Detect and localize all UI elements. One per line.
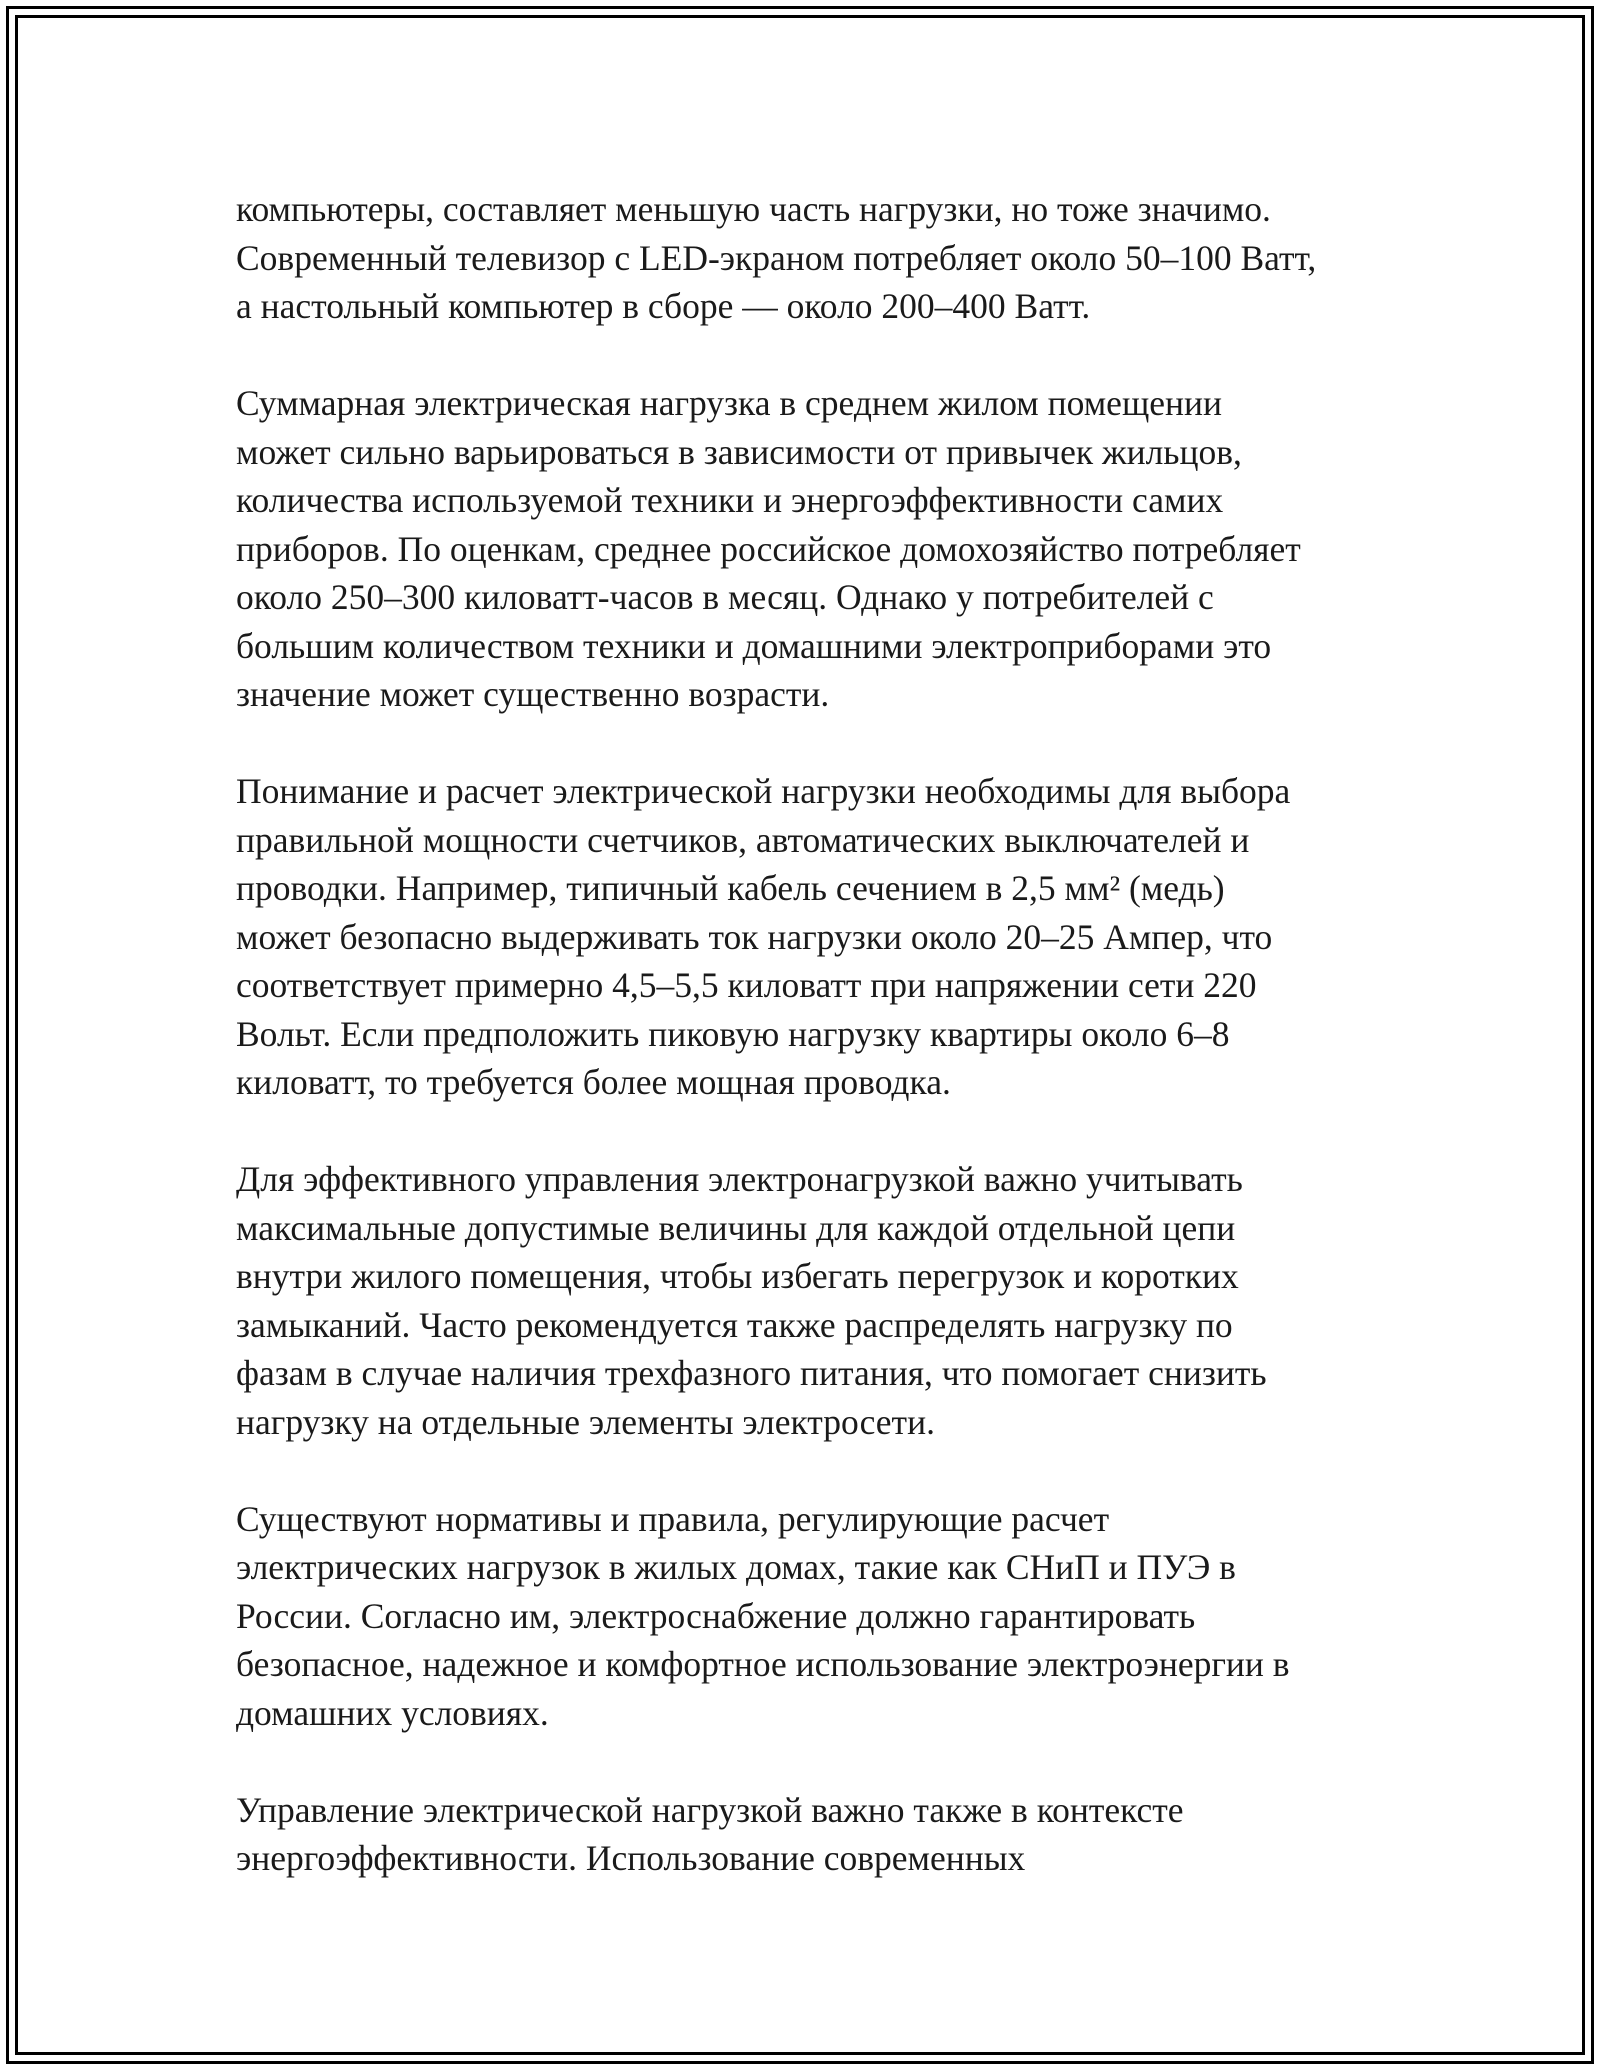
paragraph-line: Существуют нормативы и правила, регулирующие расчет	[236, 1498, 1110, 1539]
paragraph-line: около 250–300 киловатт-часов в месяц. Однако у потребителей с	[236, 577, 1214, 617]
paragraph-line: Для эффективного управления электронагрузкой важно учитывать	[236, 1159, 1243, 1199]
paragraph-line: нагрузку на отдельные элементы электросети.	[236, 1401, 935, 1442]
paragraph-line: компьютеры, составляет меньшую часть нагрузки, но тоже значимо.	[236, 189, 1271, 229]
paragraph-line: а настольный компьютер в сборе — около 200–400 Ватт.	[236, 286, 1091, 326]
paragraph-4	[236, 1155, 1436, 1446]
paragraph-line: соответствует примерно 4,5–5,5 киловатт при напряжении сети 220	[236, 965, 1257, 1005]
paragraph-line: правильной мощности счетчиков, автоматических выключателей и	[236, 819, 1250, 860]
paragraph-2	[236, 379, 1436, 719]
document-page	[236, 185, 1436, 1931]
paragraph-3	[236, 767, 1436, 1107]
paragraph-line: энергоэффективности. Использование современных	[236, 1838, 1026, 1878]
paragraph-line: безопасное, надежное и комфортное использование электроэнергии в	[236, 1644, 1290, 1684]
paragraph-line: количества используемой техники и энергоэффективности самих	[236, 480, 1224, 520]
paragraph-6	[236, 1786, 1436, 1883]
paragraph-line: большим количеством техники и домашними электроприборами это	[236, 625, 1272, 666]
paragraph-line: может сильно варьироваться в зависимости от привычек жильцов,	[236, 431, 1242, 472]
paragraph-line: киловатт, то требуется более мощная проводка.	[236, 1062, 951, 1102]
paragraph-line: внутри жилого помещения, чтобы избегать перегрузок и коротких	[236, 1256, 1239, 1296]
paragraph-line: значение может существенно возрасти.	[236, 674, 830, 714]
paragraph-line: может безопасно выдерживать ток нагрузки около 20–25 Ампер, что	[236, 916, 1273, 957]
paragraph-line: замыканий. Часто рекомендуется также распределять нагрузку по	[236, 1304, 1233, 1345]
paragraph-line: проводки. Например, типичный кабель сечением в 2,5 мм² (медь)	[236, 868, 1225, 908]
paragraph-line: Управление электрической нагрузкой важно также в контексте	[236, 1789, 1184, 1830]
paragraph-line: Современный телевизор с LED-экраном потребляет около 50–100 Ватт,	[236, 237, 1317, 278]
paragraph-line: электрических нагрузок в жилых домах, такие как СНиП и ПУЭ в	[236, 1547, 1236, 1587]
paragraph-line: Суммарная электрическая нагрузка в среднем жилом помещении	[236, 383, 1223, 423]
paragraph-line: фазам в случае наличия трехфазного питания, что помогает снизить	[236, 1353, 1267, 1393]
paragraph-5	[236, 1495, 1436, 1738]
paragraph-line: Понимание и расчет электрической нагрузки необходимы для выбора	[236, 771, 1291, 811]
paragraph-1	[236, 185, 1436, 331]
paragraph-line: Вольт. Если предположить пиковую нагрузку квартиры около 6–8	[236, 1013, 1230, 1054]
paragraph-line: максимальные допустимые величины для каждой отдельной цепи	[236, 1207, 1236, 1248]
paragraph-line: домашних условиях.	[236, 1692, 549, 1733]
paragraph-line: приборов. По оценкам, среднее российское домохозяйство потребляет	[236, 528, 1301, 569]
paragraph-line: России. Согласно им, электроснабжение должно гарантировать	[236, 1595, 1196, 1636]
